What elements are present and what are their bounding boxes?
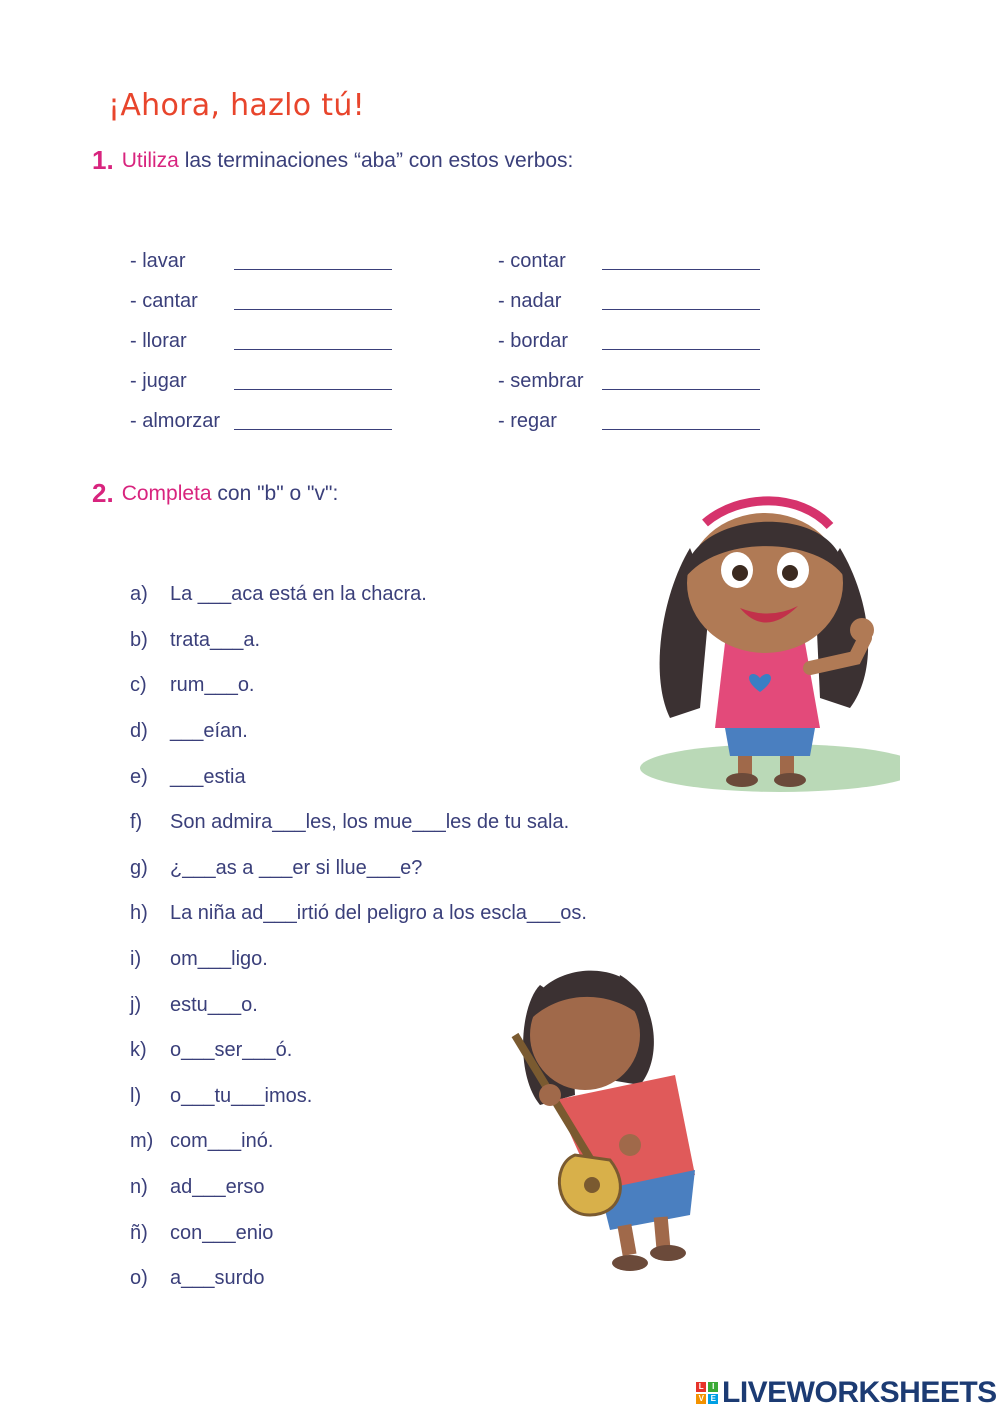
- verb-column-left: [130, 233, 392, 433]
- verb-row: [498, 353, 760, 393]
- exercise-letter: k): [130, 1039, 147, 1062]
- exercise-item[interactable]: [130, 663, 587, 709]
- verb-label: - lavar: [130, 250, 186, 272]
- liveworksheets-logo-icon: [696, 1382, 718, 1404]
- answer-blank[interactable]: [602, 348, 760, 350]
- exercise-text: La ___aca está en la chacra.: [170, 583, 427, 606]
- exercise-letter: c): [130, 674, 147, 697]
- exercise-item[interactable]: [130, 572, 587, 618]
- exercise-letter: i): [130, 948, 142, 971]
- exercise-text: com___inó.: [170, 1130, 274, 1153]
- exercise-text: ___estia: [170, 765, 246, 788]
- answer-blank[interactable]: [234, 348, 392, 350]
- exercise-item[interactable]: [130, 800, 587, 846]
- section-1-instruction: las terminaciones “aba” con estos verbos:: [178, 149, 574, 172]
- exercise-letter: o): [130, 1267, 148, 1290]
- exercise-letter: ñ): [130, 1221, 148, 1244]
- exercise-letter: l): [130, 1084, 142, 1107]
- verb-label: - sembrar: [498, 370, 584, 392]
- exercise-item[interactable]: [130, 754, 587, 800]
- exercise-letter: h): [130, 902, 148, 925]
- exercise-letter: m): [130, 1130, 154, 1153]
- exercise-text: rum___o.: [170, 674, 255, 697]
- verb-row: [498, 273, 760, 313]
- section-2-heading: [92, 478, 338, 509]
- liveworksheets-brand: [696, 1376, 997, 1410]
- exercise-text: om___ligo.: [170, 948, 268, 971]
- answer-blank[interactable]: [602, 428, 760, 430]
- exercise-text: ¿___as a ___er si llue___e?: [170, 856, 423, 879]
- verb-row: [130, 233, 392, 273]
- brand-name: LIVEWORKSHEETS: [722, 1376, 997, 1409]
- exercise-item[interactable]: [130, 891, 587, 937]
- exercise-item[interactable]: [130, 846, 587, 892]
- answer-blank[interactable]: [234, 268, 392, 270]
- exercise-text: con___enio: [170, 1221, 274, 1244]
- verb-row: [498, 233, 760, 273]
- verb-label: - contar: [498, 250, 566, 272]
- exercise-text: trata___a.: [170, 628, 261, 651]
- exercise-text: ___eían.: [170, 720, 248, 743]
- section-2-number: 2.: [92, 478, 114, 508]
- section-1-heading: [92, 145, 573, 176]
- exercise-letter: d): [130, 720, 148, 743]
- exercise-text: Son admira___les, los mue___les de tu sala.: [170, 811, 570, 834]
- exercise-letter: n): [130, 1176, 148, 1199]
- worksheet-title: ¡Ahora, hazlo tú!: [108, 88, 365, 123]
- section-1-keyword: Utiliza: [121, 149, 179, 172]
- answer-blank[interactable]: [234, 388, 392, 390]
- answer-blank[interactable]: [602, 388, 760, 390]
- exercise-letter: a): [130, 583, 148, 606]
- verb-label: - regar: [498, 410, 557, 432]
- verb-label: - bordar: [498, 330, 569, 352]
- exercise-text: ad___erso: [170, 1176, 265, 1199]
- section-2-instruction: con "b" o "v":: [211, 482, 339, 505]
- exercise-item[interactable]: [130, 709, 587, 755]
- exercise-text: o___tu___imos.: [170, 1084, 313, 1107]
- logo-letter: I: [708, 1382, 718, 1392]
- exercise-letter: f): [130, 811, 143, 834]
- answer-blank[interactable]: [602, 268, 760, 270]
- logo-letter: E: [708, 1394, 718, 1404]
- section-1-number: 1.: [92, 145, 114, 175]
- verb-label: - cantar: [130, 290, 198, 312]
- verb-row: [498, 393, 760, 433]
- answer-blank[interactable]: [234, 308, 392, 310]
- exercise-text: estu___o.: [170, 993, 258, 1016]
- verb-label: - llorar: [130, 330, 187, 352]
- answer-blank[interactable]: [234, 428, 392, 430]
- exercise-text: o___ser___ó.: [170, 1039, 293, 1062]
- guitar-girl-illustration: [480, 945, 710, 1285]
- answer-blank[interactable]: [602, 308, 760, 310]
- exercise-letter: b): [130, 628, 148, 651]
- verb-label: - almorzar: [130, 410, 221, 432]
- verb-row: [130, 313, 392, 353]
- logo-letter: L: [696, 1382, 706, 1392]
- section-2-keyword: Completa: [121, 482, 212, 505]
- waving-girl-illustration: [630, 478, 900, 808]
- verb-label: - jugar: [130, 370, 187, 392]
- verb-label: - nadar: [498, 290, 562, 312]
- exercise-text: La niña ad___irtió del peligro a los escla___os.: [170, 902, 587, 925]
- logo-letter: V: [696, 1394, 706, 1404]
- verb-row: [130, 393, 392, 433]
- exercise-letter: j): [130, 993, 142, 1016]
- verb-column-right: [498, 233, 760, 433]
- exercise-letter: e): [130, 765, 148, 788]
- exercise-letter: g): [130, 856, 148, 879]
- verb-row: [130, 353, 392, 393]
- exercise-text: a___surdo: [170, 1267, 265, 1290]
- exercise-item[interactable]: [130, 618, 587, 664]
- verb-row: [498, 313, 760, 353]
- verb-row: [130, 273, 392, 313]
